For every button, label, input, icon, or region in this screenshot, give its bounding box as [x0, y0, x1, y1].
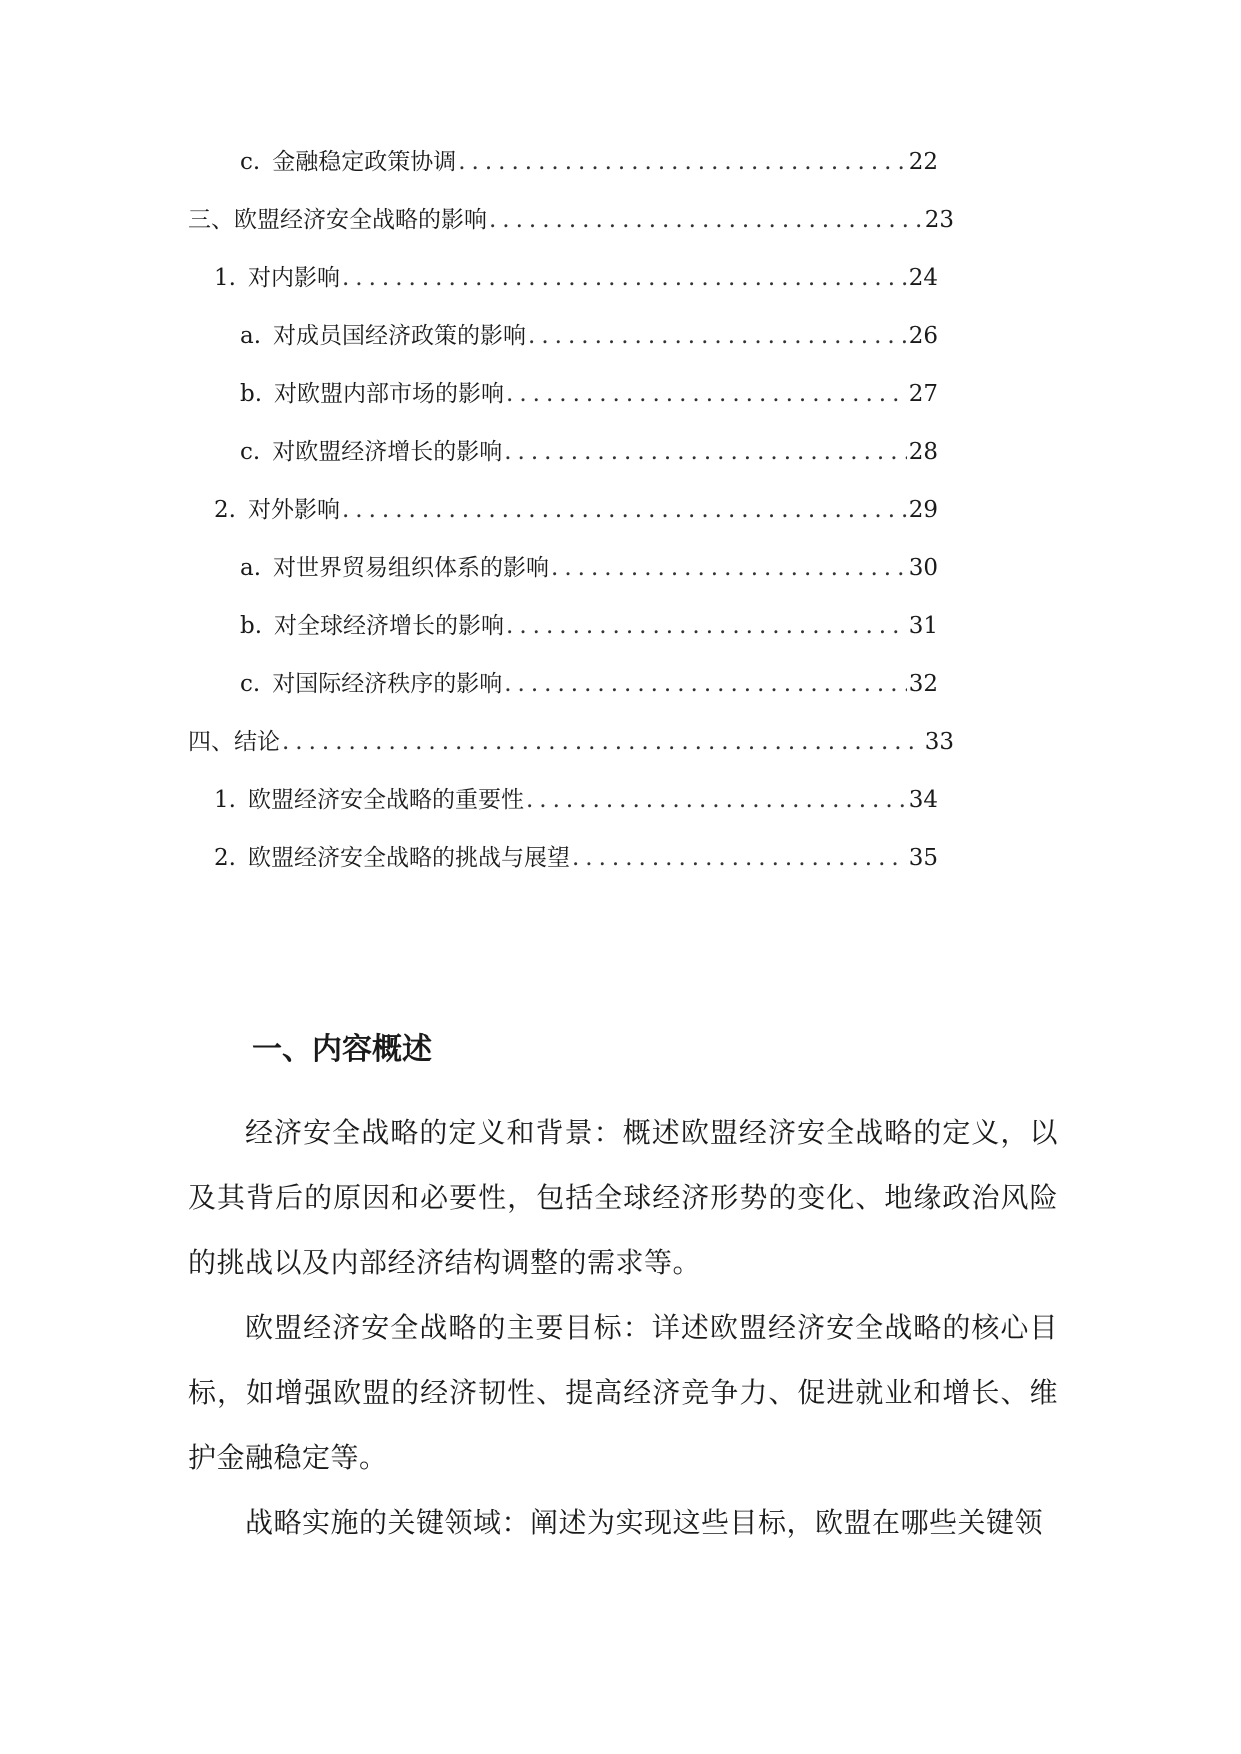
toc-entry-title: 欧盟经济安全战略的挑战与展望: [247, 845, 570, 871]
toc-entry-page: 33: [924, 729, 954, 755]
toc-entry[interactable]: [188, 727, 954, 757]
toc-entry-page: 24: [908, 265, 938, 291]
toc-entry[interactable]: [240, 669, 938, 699]
toc-leader-dots: [342, 263, 907, 293]
toc-leader-dots: [342, 495, 907, 525]
toc-entry-page: 35: [908, 845, 938, 871]
toc-entry-title: 对全球经济增长的影响: [274, 613, 505, 639]
toc-entry-marker: 1.: [214, 265, 236, 291]
toc-entry-title: 对成员国经济政策的影响: [273, 323, 527, 349]
toc-entry-page: 23: [924, 207, 954, 233]
toc-entry-marker: b.: [240, 613, 263, 639]
toc-entry[interactable]: [240, 611, 938, 641]
toc-entry[interactable]: [188, 205, 954, 235]
toc-entry-title: 对世界贸易组织体系的影响: [273, 555, 550, 581]
toc-entry[interactable]: [214, 495, 938, 525]
toc-entry-page: 32: [908, 671, 938, 697]
toc-entry[interactable]: [214, 785, 938, 815]
toc-entry[interactable]: [214, 843, 938, 873]
toc-entry-marker: c.: [240, 439, 261, 465]
toc-entry-marker: c.: [240, 149, 261, 175]
toc-entry-marker: 2.: [214, 845, 236, 871]
toc-leader-dots: [504, 437, 907, 467]
toc-entry[interactable]: [240, 147, 938, 177]
toc-entry-page: 34: [908, 787, 938, 813]
toc-entry-title: 三、欧盟经济安全战略的影响: [188, 207, 487, 233]
toc-entry-title: 对欧盟内部市场的影响: [274, 381, 505, 407]
paragraph: 欧盟经济安全战略的主要目标：详述欧盟经济安全战略的核心目标，如增强欧盟的经济韧性、提高经济竞争力、促进就业和增长、维护金融稳定等。: [188, 1311, 1058, 1474]
toc-entry[interactable]: [240, 379, 938, 409]
paragraph: 经济安全战略的定义和背景：概述欧盟经济安全战略的定义，以及其背后的原因和必要性，包括全球经济形势的变化、地缘政治风险的挑战以及内部经济结构调整的需求等。: [188, 1116, 1058, 1279]
toc-entry-page: 30: [908, 555, 938, 581]
toc-entry-marker: a.: [240, 323, 262, 349]
toc-entry-title: 对内影响: [247, 265, 340, 291]
toc-entry-title: 金融稳定政策协调: [272, 149, 457, 175]
toc-leader-dots: [551, 553, 907, 583]
body-text: [188, 1100, 1058, 1555]
paragraph: 战略实施的关键领域：阐述为实现这些目标，欧盟在哪些关键领: [245, 1506, 1044, 1539]
toc-leader-dots: [282, 727, 923, 757]
toc-entry-page: 27: [908, 381, 938, 407]
toc-entry-page: 31: [908, 613, 938, 639]
toc-leader-dots: [506, 611, 907, 641]
toc-leader-dots: [504, 669, 907, 699]
section-heading: 一、内容概述: [252, 1032, 432, 1067]
toc-entry[interactable]: [240, 553, 938, 583]
toc-entry-page: 28: [908, 439, 938, 465]
toc-leader-dots: [526, 785, 907, 815]
toc-entry[interactable]: [214, 263, 938, 293]
toc-leader-dots: [528, 321, 907, 351]
toc-entry-title: 对欧盟经济增长的影响: [272, 439, 503, 465]
toc-entry-title: 对外影响: [247, 497, 340, 523]
toc-entry-marker: a.: [240, 555, 262, 581]
toc-entry-marker: 1.: [214, 787, 236, 813]
toc-entry-page: 26: [908, 323, 938, 349]
toc-entry-page: 29: [908, 497, 938, 523]
toc-leader-dots: [458, 147, 907, 177]
toc-leader-dots: [506, 379, 907, 409]
toc-entry[interactable]: [240, 321, 938, 351]
toc-entry-title: 四、结论: [188, 729, 280, 755]
toc-entry-marker: 2.: [214, 497, 236, 523]
toc-leader-dots: [572, 843, 907, 873]
toc-entry-title: 欧盟经济安全战略的重要性: [247, 787, 524, 813]
toc-entry-page: 22: [908, 149, 938, 175]
toc-entry-marker: c.: [240, 671, 261, 697]
toc-entry-marker: b.: [240, 381, 263, 407]
toc-entry-title: 对国际经济秩序的影响: [272, 671, 503, 697]
toc-entry[interactable]: [240, 437, 938, 467]
toc-leader-dots: [489, 205, 923, 235]
